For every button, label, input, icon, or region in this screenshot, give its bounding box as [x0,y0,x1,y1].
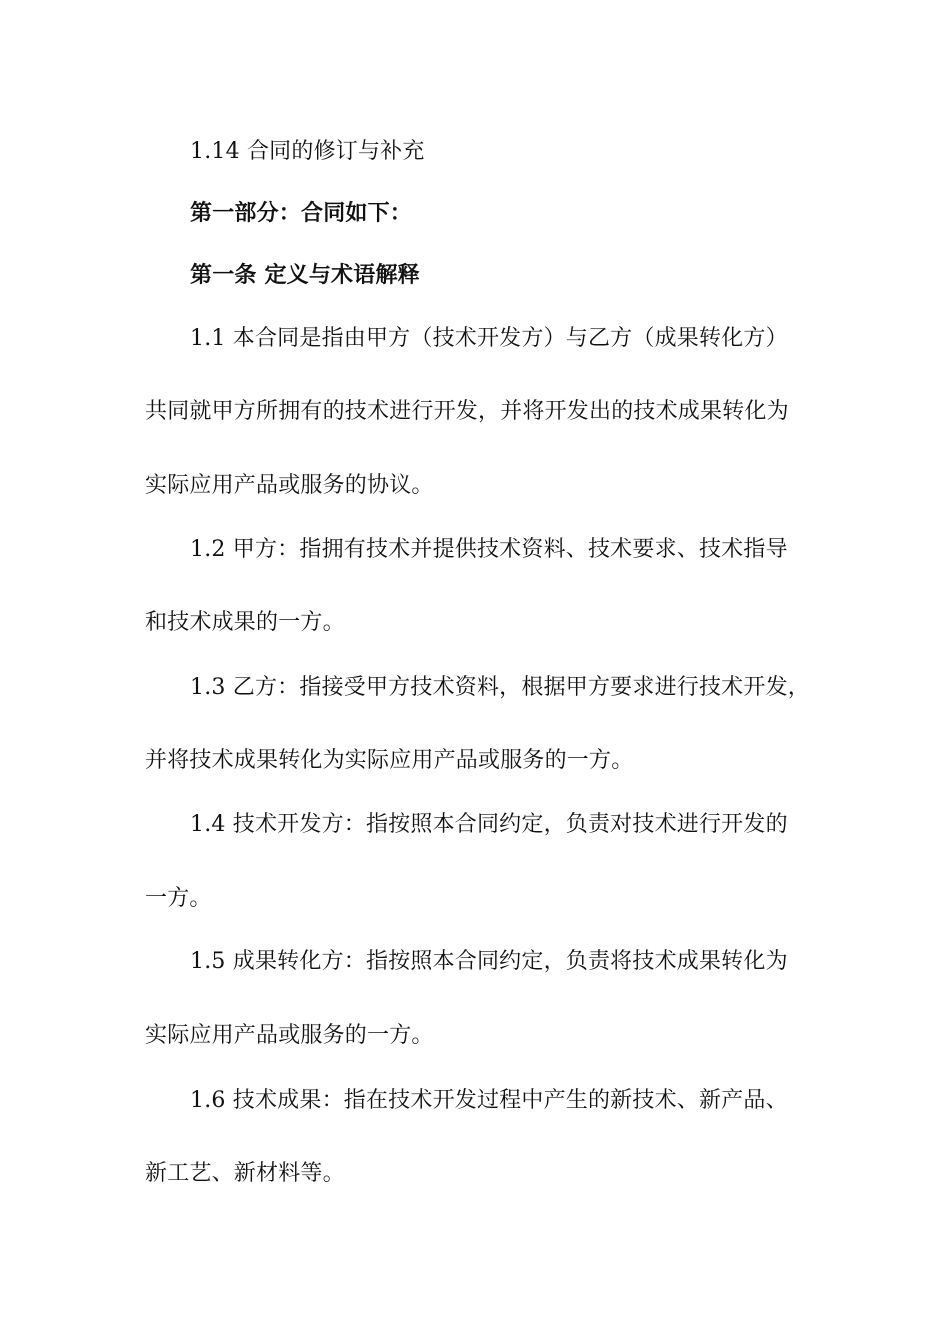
clause-1-1-line-1: 1.1 本合同是指由甲方（技术开发方）与乙方（成果转化方） [190,326,788,351]
clause-1-2-line-2: 和技术成果的一方。 [145,610,345,635]
clause-1-5-line-1: 1.5 成果转化方：指按照本合同约定，负责将技术成果转化为 [190,949,788,974]
clause-1-3-line-1: 1.3 乙方：指接受甲方技术资料，根据甲方要求进行技术开发， [190,675,810,700]
clause-1-4-line-1: 1.4 技术开发方：指按照本合同约定，负责对技术进行开发的 [190,812,788,837]
clause-1-6-line-1: 1.6 技术成果：指在技术开发过程中产生的新技术、新产品、 [190,1088,788,1113]
clause-1-1-line-2: 共同就甲方所拥有的技术进行开发，并将开发出的技术成果转化为 [145,399,789,424]
clause-1-2-line-1: 1.2 甲方：指拥有技术并提供技术资料、技术要求、技术指导 [190,537,788,562]
part-one-heading: 第一部分：合同如下： [190,201,413,226]
clause-1-6-line-2: 新工艺、新材料等。 [145,1161,345,1186]
clause-1-14-heading: 1.14 合同的修订与补充 [190,139,425,164]
clause-1-5-line-2: 实际应用产品或服务的一方。 [145,1023,434,1048]
clause-1-4-line-2: 一方。 [145,886,212,911]
clause-1-3-line-2: 并将技术成果转化为实际应用产品或服务的一方。 [145,748,634,773]
article-one-heading: 第一条 定义与术语解释 [190,263,420,288]
clause-1-1-line-3: 实际应用产品或服务的协议。 [145,473,434,498]
